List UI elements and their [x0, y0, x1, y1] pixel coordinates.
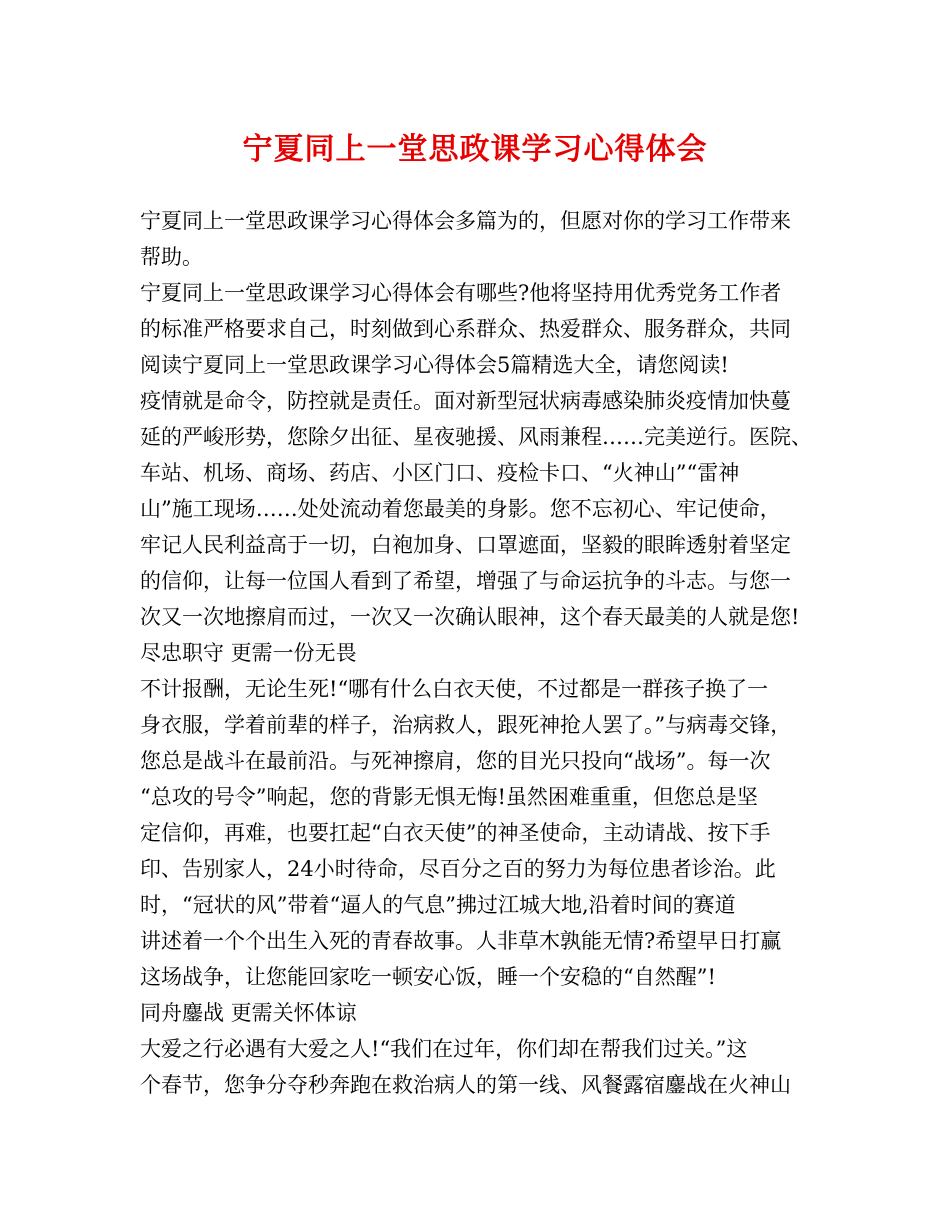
text-line: 定信仰，再难，也要扛起“白衣天使”的神圣使命，主动请战、按下手	[140, 821, 771, 845]
text-line: 的标准严格要求自己，时刻做到心系群众、热爱群众、服务群众，共同	[140, 317, 791, 341]
text-line: 山”施工现场……处处流动着您最美的身影。您不忘初心、牢记使命，	[140, 497, 781, 521]
text-line: “总攻的号令”响起，您的背影无惧无悔!虽然困难重重，但您总是坚	[140, 785, 758, 809]
text-line: 讲述着一个个出生入死的青春故事。人非草木孰能无情?希望早日打赢	[140, 929, 782, 953]
text-line: 疫情就是命令，防控就是责任。面对新型冠状病毒感染肺炎疫情加快蔓	[140, 389, 791, 413]
text-line: 牢记人民利益高于一切，白袍加身、口罩遮面，坚毅的眼眸透射着坚定	[140, 533, 791, 557]
text-line: 个春节，您争分夺秒奔跑在救治病人的第一线、风餐露宿鏖战在火神山	[140, 1073, 791, 1097]
text-line: 身衣服，学着前辈的样子，治病救人，跟死神抢人罢了。”与病毒交锋，	[140, 713, 792, 737]
document-body	[140, 203, 820, 1103]
text-line: 宁夏同上一堂思政课学习心得体会有哪些?他将坚持用优秀党务工作者	[140, 281, 782, 305]
text-line: 阅读宁夏同上一堂思政课学习心得体会5篇精选大全，请您阅读!	[140, 353, 729, 377]
text-line: 帮助。	[140, 245, 203, 269]
text-line: 车站、机场、商场、药店、小区门口、疫检卡口、“火神山”“雷神	[140, 461, 740, 485]
text-line: 延的严峻形势，您除夕出征、星夜驰援、风雨兼程……完美逆行。医院、	[140, 425, 812, 449]
text-line: 时，“冠状的风”带着“逼人的气息”拂过江城大地,沿着时间的赛道	[140, 893, 736, 917]
text-line: 次又一次地擦肩而过，一次又一次确认眼神，这个春天最美的人就是您!	[140, 605, 800, 629]
text-line: 宁夏同上一堂思政课学习心得体会多篇为的，但愿对你的学习工作带来	[140, 209, 791, 233]
text-line: 尽忠职守 更需一份无畏	[140, 641, 357, 665]
text-line: 同舟鏖战 更需关怀体谅	[140, 1001, 357, 1025]
text-line: 印、告别家人，24小时待命，尽百分之百的努力为每位患者诊治。此	[140, 857, 776, 881]
text-line: 大爱之行必遇有大爱之人!“我们在过年，你们却在帮我们过关。”这	[140, 1037, 748, 1061]
text-line: 的信仰，让每一位国人看到了希望，增强了与命运抗争的斗志。与您一	[140, 569, 791, 593]
text-line: 这场战争，让您能回家吃一顿安心饭，睡一个安稳的“自然醒”!	[140, 965, 716, 989]
text-line: 不计报酬，无论生死!“哪有什么白衣天使，不过都是一群孩子换了一	[140, 677, 769, 701]
document-title: 宁夏同上一堂思政课学习心得体会	[242, 132, 708, 167]
text-line: 您总是战斗在最前沿。与死神擦肩，您的目光只投向“战场”。每一次	[140, 749, 771, 773]
